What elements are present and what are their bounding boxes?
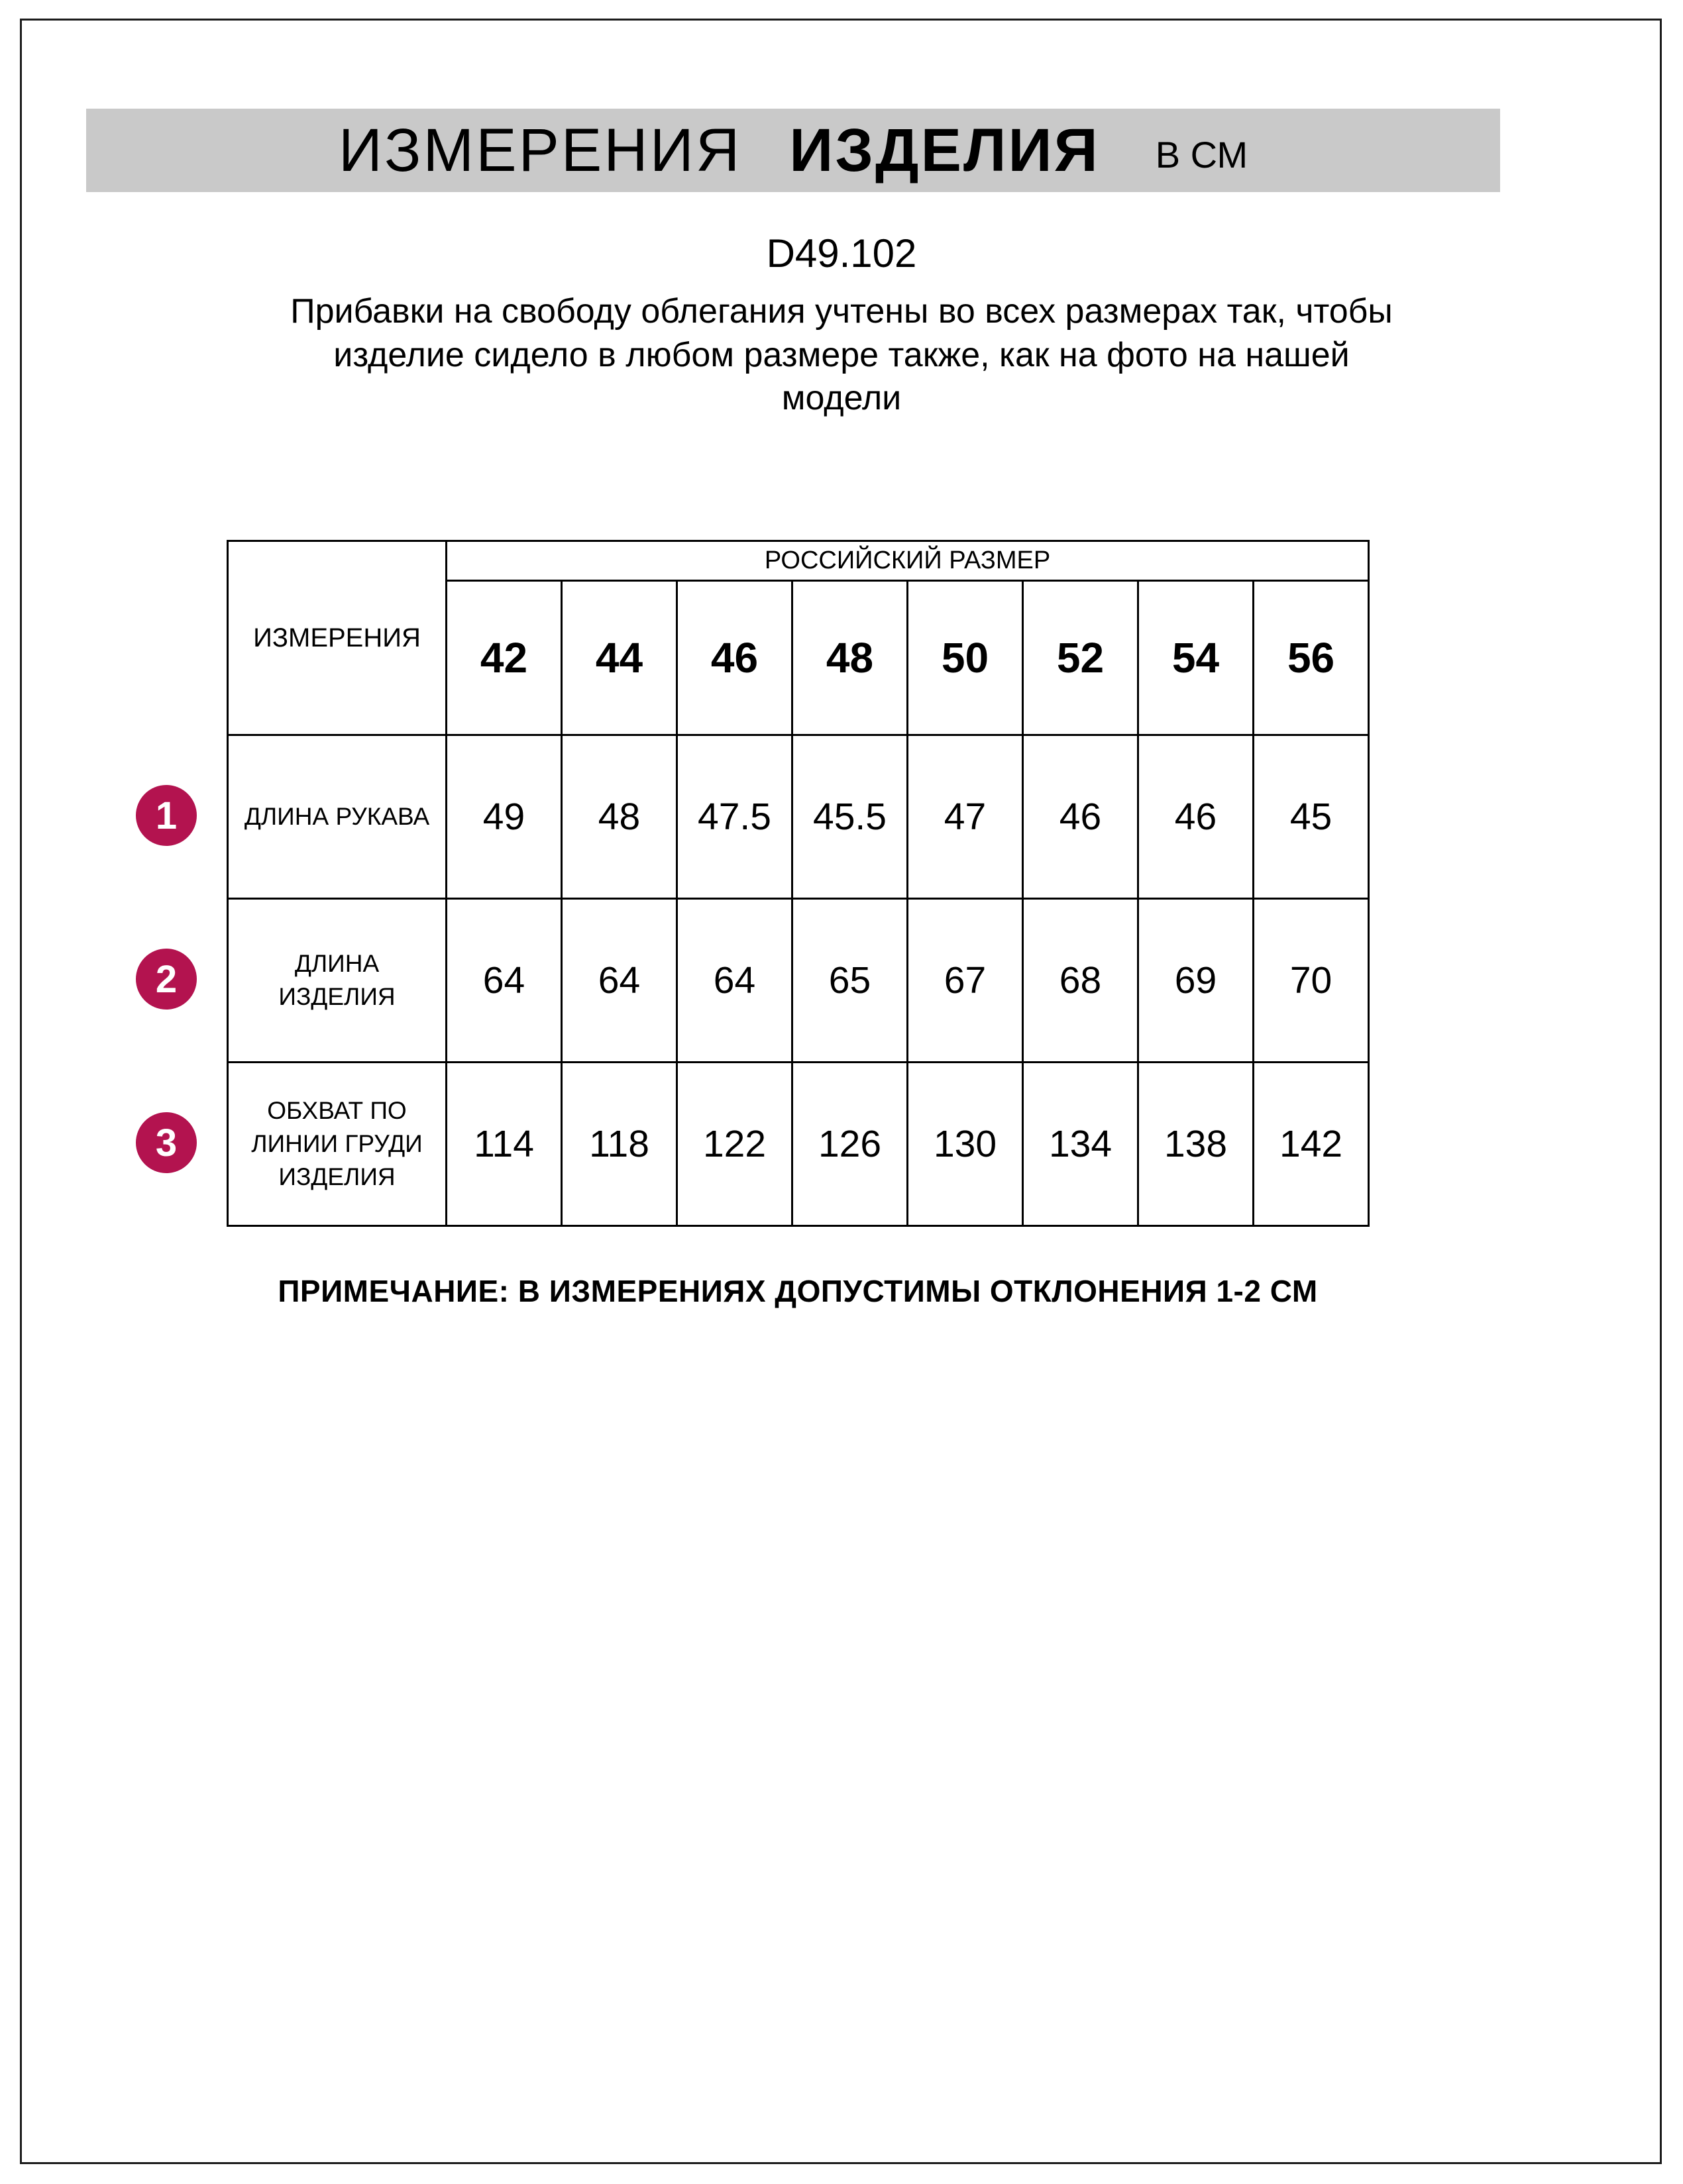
size-header: 54 — [1138, 581, 1254, 735]
description-text: Прибавки на свободу облегания учтены во всех размерах так, чтобы изделие сидело в любом размере также, как на фото на нашей модели — [290, 292, 1393, 418]
size-header: 50 — [908, 581, 1023, 735]
size-table — [227, 540, 1370, 1227]
value-cell: 48 — [562, 735, 677, 899]
value-cell: 69 — [1138, 899, 1254, 1063]
row-number-badge-2 — [136, 949, 197, 1010]
value-cell: 68 — [1023, 899, 1138, 1063]
product-code: D49.102 — [766, 231, 917, 276]
size-header: 46 — [677, 581, 792, 735]
table-row-sleeve-length — [228, 735, 1369, 899]
value-cell: 118 — [562, 1063, 677, 1226]
size-header: 48 — [792, 581, 908, 735]
title-product: ИЗДЕЛИЯ — [789, 116, 1100, 184]
title-measurements: ИЗМЕРЕНИЯ — [338, 116, 742, 184]
value-cell: 47.5 — [677, 735, 792, 899]
value-cell: 64 — [562, 899, 677, 1063]
title-banner — [86, 109, 1500, 192]
size-table-area — [155, 540, 1369, 1227]
badge-number: 3 — [155, 1121, 178, 1165]
value-cell: 134 — [1023, 1063, 1138, 1226]
size-header: 44 — [562, 581, 677, 735]
value-cell: 70 — [1254, 899, 1369, 1063]
value-cell: 64 — [447, 899, 562, 1063]
badge-number: 2 — [155, 957, 178, 1001]
value-cell: 46 — [1023, 735, 1138, 899]
size-header: 42 — [447, 581, 562, 735]
value-cell: 45 — [1254, 735, 1369, 899]
value-cell: 114 — [447, 1063, 562, 1226]
row-label: ОБХВАТ ПО ЛИНИИ ГРУДИ ИЗДЕЛИЯ — [228, 1063, 447, 1226]
value-cell: 65 — [792, 899, 908, 1063]
table-row-item-length — [228, 899, 1369, 1063]
badge-number: 1 — [155, 794, 178, 837]
title-unit: В СМ — [1155, 133, 1248, 176]
value-cell: 49 — [447, 735, 562, 899]
value-cell: 122 — [677, 1063, 792, 1226]
value-cell: 46 — [1138, 735, 1254, 899]
row-number-badge-1 — [136, 785, 197, 846]
value-cell: 47 — [908, 735, 1023, 899]
value-cell: 64 — [677, 899, 792, 1063]
value-cell: 130 — [908, 1063, 1023, 1226]
row-label: ДЛИНА ИЗДЕЛИЯ — [228, 899, 447, 1063]
note-text: ПРИМЕЧАНИЕ: В ИЗМЕРЕНИЯХ ДОПУСТИМЫ ОТКЛОНЕНИЯ 1-2 СМ — [278, 1274, 1318, 1308]
row-label: ДЛИНА РУКАВА — [228, 735, 447, 899]
measure-header-cell: ИЗМЕРЕНИЯ — [228, 541, 447, 735]
value-cell: 142 — [1254, 1063, 1369, 1226]
group-header-cell: РОССИЙСКИЙ РАЗМЕР — [447, 541, 1369, 581]
value-cell: 67 — [908, 899, 1023, 1063]
group-header-row — [228, 541, 1369, 581]
size-header: 52 — [1023, 581, 1138, 735]
value-cell: 126 — [792, 1063, 908, 1226]
value-cell: 45.5 — [792, 735, 908, 899]
size-header: 56 — [1254, 581, 1369, 735]
row-number-badge-3 — [136, 1112, 197, 1173]
table-row-chest-girth — [228, 1063, 1369, 1226]
value-cell: 138 — [1138, 1063, 1254, 1226]
